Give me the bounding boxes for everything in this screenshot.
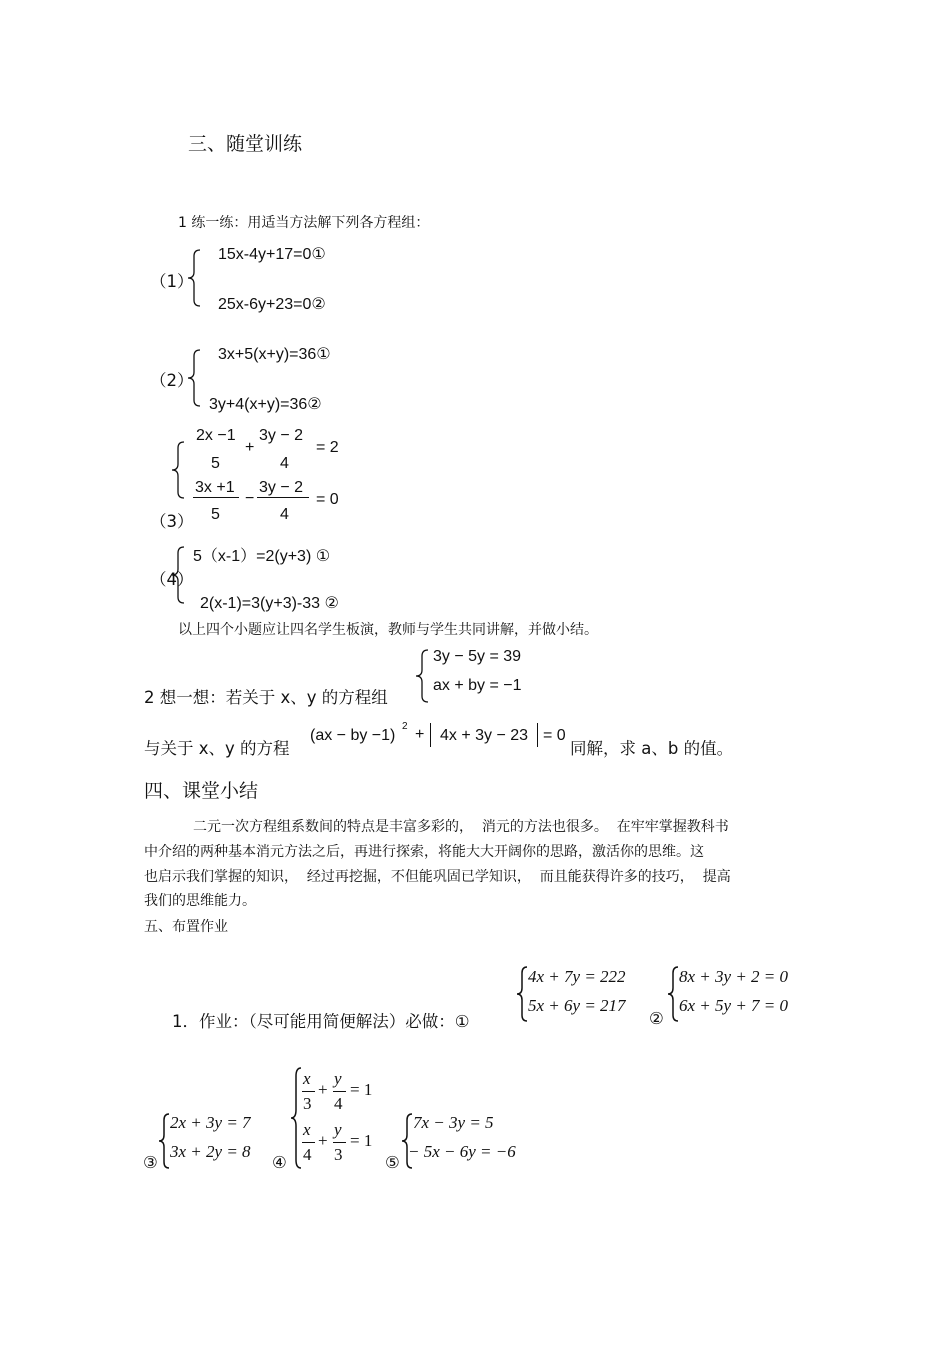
system-label: ④ (272, 1153, 287, 1172)
equation: 25x-6y+23=0② (218, 296, 326, 313)
equation: 3x + 2y = 8 (170, 1142, 251, 1161)
operator: + (415, 726, 425, 743)
denominator: 4 (280, 455, 289, 472)
exponent: 2 (402, 721, 408, 732)
system-label: ⑤ (385, 1153, 400, 1172)
equation: 5x + 6y = 217 (528, 996, 626, 1015)
numerator: x (303, 1120, 311, 1139)
operator: + (318, 1080, 328, 1099)
rhs: = 2 (316, 439, 339, 456)
section3-title: 三、随堂训练 (188, 133, 303, 155)
homework-intro: 1．作业：（尽可能用简便解法）必做：① (172, 1012, 470, 1031)
system-label: （1） (150, 272, 194, 291)
numerator: y (334, 1069, 342, 1088)
equation: − 5x − 6y = −6 (408, 1142, 516, 1161)
operator: + (245, 439, 255, 456)
equation: 2x + 3y = 7 (170, 1113, 251, 1132)
denominator: 3 (303, 1094, 312, 1113)
denominator: 5 (211, 506, 220, 523)
denominator: 5 (211, 455, 220, 472)
summary-line: 也启示我们掌握的知识， 经过再挖掘，不但能巩固已学知识， 而且能获得许多的技巧， 提高 (144, 869, 731, 885)
equation: 7x − 3y = 5 (413, 1113, 494, 1132)
section4-title: 四、课堂小结 (144, 780, 259, 802)
equation: 8x + 3y + 2 = 0 (679, 967, 789, 986)
fraction-bar (302, 1142, 315, 1143)
question-text: 与关于 x、y 的方程 (144, 739, 290, 758)
summary-line: 二元一次方程组系数间的特点是丰富多彩的， 消元的方法也很多。 在牢牢掌握教科书 (193, 819, 729, 835)
math-expression: = 0 (543, 727, 566, 744)
equation: ax + by = −1 (433, 677, 522, 694)
rhs: = 0 (316, 491, 339, 508)
fraction-bar (302, 1091, 315, 1092)
math-expression: 4x + 3y − 23 (440, 727, 529, 744)
operator: − (245, 490, 255, 507)
left-brace-icon (170, 440, 188, 500)
equation: 5（x-1）=2(y+3) ① (193, 548, 331, 565)
summary-line: 中介绍的两种基本消元方法之后，再进行探索，将能大大开阔你的思路，激活你的思维。这 (144, 844, 704, 860)
numerator: 2x −1 (196, 427, 236, 444)
fraction-bar (333, 1091, 346, 1092)
section5-title: 五、布置作业 (144, 919, 228, 935)
equation: 3x+5(x+y)=36① (218, 346, 331, 363)
teaching-note: 以上四个小题应让四名学生板演，教师与学生共同讲解，并做小结。 (178, 622, 598, 638)
absolute-value-bar (537, 723, 538, 747)
numerator: x (303, 1069, 311, 1088)
fraction-bar (193, 497, 239, 498)
fraction-bar (257, 497, 309, 498)
question-text: 2 想一想：若关于 x、y 的方程组 (144, 688, 388, 707)
summary-line: 我们的思维能力。 (144, 893, 256, 909)
equation: 6x + 5y + 7 = 0 (679, 996, 789, 1015)
question-text: 同解，求 a、b 的值。 (570, 739, 734, 758)
system-label: ② (649, 1009, 664, 1028)
numerator: y (334, 1120, 342, 1139)
operator: + (318, 1131, 328, 1150)
numerator: 3y − 2 (259, 479, 304, 496)
equation: 4x + 7y = 222 (528, 967, 626, 986)
q1-intro: 1 练一练：用适当方法解下列各方程组： (178, 215, 430, 231)
equation: 2(x-1)=3(y+3)-33 ② (200, 595, 339, 612)
left-brace-icon (186, 248, 204, 308)
numerator: 3y − 2 (259, 427, 304, 444)
math-expression: (ax − by −1) (310, 727, 396, 744)
left-brace-icon (414, 648, 432, 704)
numerator: 3x +1 (195, 479, 235, 496)
left-brace-icon (186, 348, 204, 408)
system-label: ③ (143, 1153, 158, 1172)
denominator: 3 (334, 1145, 343, 1164)
system-label: （3） (150, 512, 194, 531)
denominator: 4 (334, 1094, 343, 1113)
denominator: 4 (280, 506, 289, 523)
absolute-value-bar (430, 723, 431, 747)
rhs: = 1 (350, 1080, 373, 1099)
denominator: 4 (303, 1145, 312, 1164)
fraction-bar (333, 1142, 346, 1143)
left-brace-icon (170, 545, 188, 605)
equation: 15x-4y+17=0① (218, 246, 326, 263)
equation: 3y+4(x+y)=36② (209, 396, 322, 413)
system-label: （4） (150, 570, 194, 589)
rhs: = 1 (350, 1131, 373, 1150)
system-label: （2） (150, 371, 194, 390)
equation: 3y − 5y = 39 (433, 648, 522, 665)
